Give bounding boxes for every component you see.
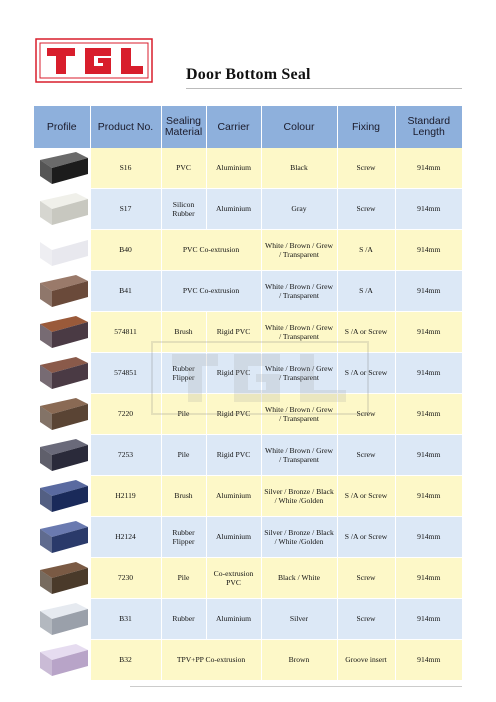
table-row	[34, 189, 462, 230]
colour-cell: Gray	[261, 189, 337, 230]
sealing-material-cell: Brush	[161, 312, 206, 353]
profile-image	[34, 476, 90, 517]
product-no-cell: B40	[90, 230, 161, 271]
tgl-logo	[35, 38, 153, 83]
fixing-cell: Groove insert	[337, 640, 395, 681]
page-title: Door Bottom Seal	[186, 66, 311, 83]
colour-cell: Silver / Bronze / Black / White /Golden	[261, 517, 337, 558]
colour-cell: White / Brown / Grew / Transparent	[261, 230, 337, 271]
product-no-cell: 7230	[90, 558, 161, 599]
sealing-material-cell: PVC	[161, 148, 206, 189]
table-row	[34, 394, 462, 435]
product-no-cell: B31	[90, 599, 161, 640]
product-no-cell: H2124	[90, 517, 161, 558]
sealing-carrier-cell: PVC Co-extrusion	[161, 271, 261, 312]
standard-length-cell: 914mm	[395, 230, 462, 271]
sealing-material-cell: Silicon Rubber	[161, 189, 206, 230]
profile-image	[34, 435, 90, 476]
sealing-material-cell: Brush	[161, 476, 206, 517]
colour-cell: Silver	[261, 599, 337, 640]
product-no-cell: S17	[90, 189, 161, 230]
standard-length-cell: 914mm	[395, 312, 462, 353]
table-row	[34, 312, 462, 353]
standard-length-cell: 914mm	[395, 353, 462, 394]
standard-length-cell: 914mm	[395, 558, 462, 599]
sealing-material-cell: Pile	[161, 558, 206, 599]
table-row	[34, 517, 462, 558]
product-table	[34, 106, 462, 681]
carrier-cell: Aluminium	[206, 517, 261, 558]
colour-cell: White / Brown / Grew / Transparent	[261, 394, 337, 435]
product-no-cell: 7220	[90, 394, 161, 435]
colour-cell: White / Brown / Grew / Transparent	[261, 353, 337, 394]
fixing-cell: Screw	[337, 599, 395, 640]
carrier-cell: Co-extrusion PVC	[206, 558, 261, 599]
profile-image	[34, 230, 90, 271]
column-header-product-no: Product No.	[90, 106, 161, 148]
table-row	[34, 435, 462, 476]
carrier-cell: Rigid PVC	[206, 353, 261, 394]
fixing-cell: S /A or Screw	[337, 476, 395, 517]
standard-length-cell: 914mm	[395, 394, 462, 435]
profile-image	[34, 517, 90, 558]
profile-image	[34, 558, 90, 599]
fixing-cell: S /A or Screw	[337, 517, 395, 558]
sealing-material-cell: Rubber	[161, 599, 206, 640]
product-no-cell: 574851	[90, 353, 161, 394]
standard-length-cell: 914mm	[395, 640, 462, 681]
carrier-cell: Rigid PVC	[206, 394, 261, 435]
column-header-fixing: Fixing	[337, 106, 395, 148]
carrier-cell: Aluminium	[206, 148, 261, 189]
profile-image	[34, 312, 90, 353]
fixing-cell: S /A or Screw	[337, 312, 395, 353]
carrier-cell: Rigid PVC	[206, 312, 261, 353]
fixing-cell: Screw	[337, 189, 395, 230]
table-row	[34, 476, 462, 517]
sealing-material-cell: Rubber Flipper	[161, 353, 206, 394]
product-no-cell: 7253	[90, 435, 161, 476]
column-header-sealing-material: Sealing Material	[161, 106, 206, 148]
table-row	[34, 599, 462, 640]
standard-length-cell: 914mm	[395, 271, 462, 312]
column-header-colour: Colour	[261, 106, 337, 148]
title-underline	[186, 88, 462, 89]
table-row	[34, 558, 462, 599]
table-header-row	[34, 106, 462, 148]
fixing-cell: Screw	[337, 435, 395, 476]
product-no-cell: 574811	[90, 312, 161, 353]
profile-image	[34, 148, 90, 189]
column-header-profile: Profile	[34, 106, 90, 148]
fixing-cell: Screw	[337, 394, 395, 435]
profile-image	[34, 394, 90, 435]
standard-length-cell: 914mm	[395, 476, 462, 517]
table-row	[34, 353, 462, 394]
table-row	[34, 148, 462, 189]
product-no-cell: B41	[90, 271, 161, 312]
colour-cell: White / Brown / Grew / Transparent	[261, 271, 337, 312]
table-row	[34, 230, 462, 271]
fixing-cell: S /A	[337, 230, 395, 271]
profile-image	[34, 599, 90, 640]
carrier-cell: Aluminium	[206, 189, 261, 230]
footer-rule	[130, 686, 462, 687]
sealing-material-cell: Pile	[161, 435, 206, 476]
fixing-cell: S /A	[337, 271, 395, 312]
product-no-cell: B32	[90, 640, 161, 681]
column-header-carrier: Carrier	[206, 106, 261, 148]
profile-image	[34, 640, 90, 681]
sealing-material-cell: Pile	[161, 394, 206, 435]
colour-cell: White / Brown / Grew / Transparent	[261, 435, 337, 476]
product-no-cell: H2119	[90, 476, 161, 517]
table-row	[34, 640, 462, 681]
standard-length-cell: 914mm	[395, 599, 462, 640]
carrier-cell: Aluminium	[206, 599, 261, 640]
product-no-cell: S16	[90, 148, 161, 189]
sealing-carrier-cell: TPV+PP Co-extrusion	[161, 640, 261, 681]
standard-length-cell: 914mm	[395, 189, 462, 230]
table-row	[34, 271, 462, 312]
standard-length-cell: 914mm	[395, 517, 462, 558]
standard-length-cell: 914mm	[395, 435, 462, 476]
profile-image	[34, 353, 90, 394]
profile-image	[34, 271, 90, 312]
sealing-carrier-cell: PVC Co-extrusion	[161, 230, 261, 271]
sealing-material-cell: Rubber Flipper	[161, 517, 206, 558]
colour-cell: White / Brown / Grew / Transparent	[261, 312, 337, 353]
fixing-cell: Screw	[337, 148, 395, 189]
colour-cell: Brown	[261, 640, 337, 681]
fixing-cell: Screw	[337, 558, 395, 599]
column-header-standard-length: Standard Length	[395, 106, 462, 148]
standard-length-cell: 914mm	[395, 148, 462, 189]
carrier-cell: Aluminium	[206, 476, 261, 517]
colour-cell: Silver / Bronze / Black / White /Golden	[261, 476, 337, 517]
fixing-cell: S /A or Screw	[337, 353, 395, 394]
profile-image	[34, 189, 90, 230]
carrier-cell: Rigid PVC	[206, 435, 261, 476]
colour-cell: Black / White	[261, 558, 337, 599]
colour-cell: Black	[261, 148, 337, 189]
